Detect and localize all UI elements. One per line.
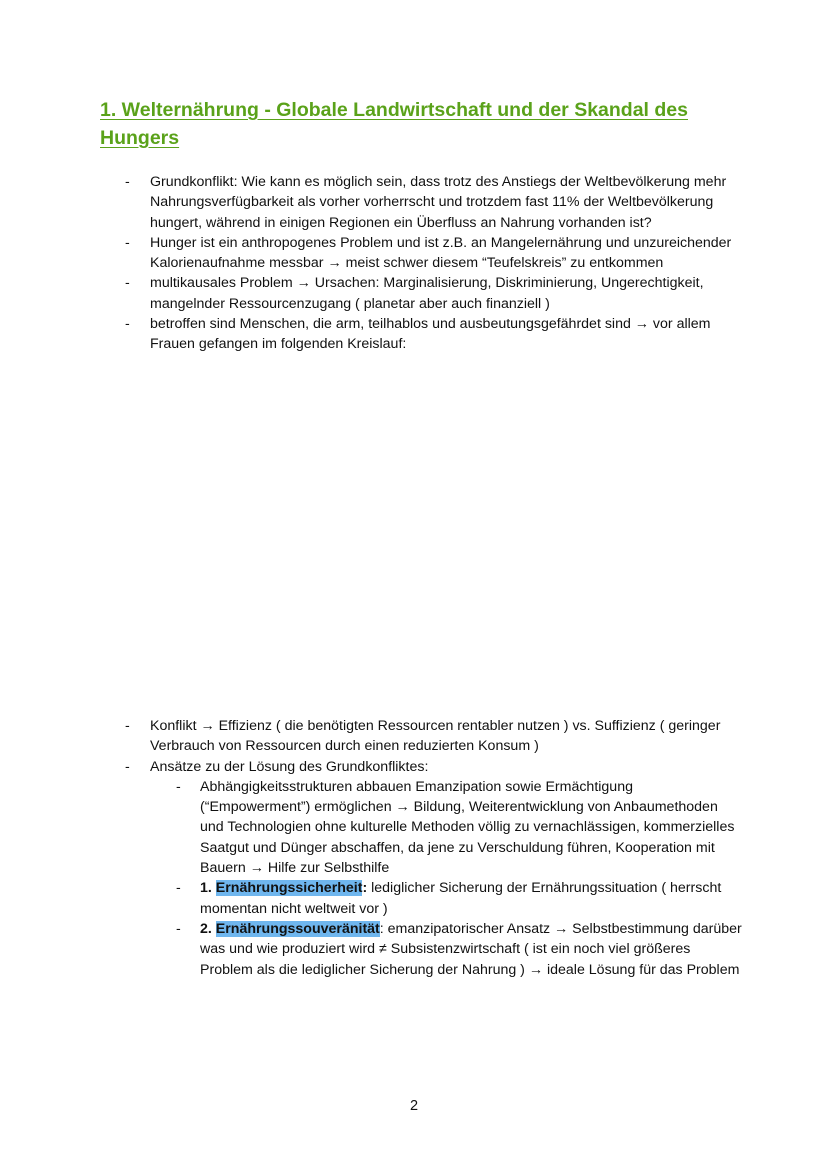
page-title: 1. Welternährung - Globale Landwirtschaft und der Skandal des Hungers xyxy=(100,99,688,149)
highlight-ernaehrungssouveraenitaet: Ernährungssouveränität xyxy=(215,920,380,937)
list-item: - multikausales Problem → Ursachen: Marginalisierung, Diskriminierung, Ungerechtigkeit, mangelnder Ressourcenzugang ( planetar aber auch finanziell ) xyxy=(122,273,742,314)
item-number: 2. xyxy=(200,920,212,937)
page-number: 2 xyxy=(409,1098,419,1114)
colon: : xyxy=(362,880,368,897)
ansaetze-label: Ansätze zu der Lösung des Grundkonfliktes: xyxy=(150,758,429,775)
highlight-ernaehrungssicherheit: Ernährungssicherheit xyxy=(215,880,363,897)
bullet-list-causes xyxy=(122,172,742,355)
sub-item-dependency: - Abhängigkeitsstrukturen abbauen Emanzipation sowie Ermächtigung (“Empowerment”) ermöglichen → Bildung, Weiterentwicklung von Anbaumethoden und Technologien ohne kulturelle Methoden völlig zu vernachlässigen, kommerzielles Saatgut und Dünger abschaffen, da jene zu Verschuldung führen, Kooperation mit Bauern → Hilfe zur Selbsthilfe xyxy=(172,777,742,878)
item-number: 1. xyxy=(200,880,212,897)
sub-item-ernaehrungssicherheit xyxy=(172,878,742,919)
list-item: - Grundkonflikt: Wie kann es möglich sein, dass trotz des Anstiegs der Weltbevölkerung mehr Nahrungsverfügbarkeit als vorher vorherrscht und trotzdem fast 11% der Weltbevölkerung hungert, während in einigen Regionen ein Überfluss an Nahrung vorhanden ist? xyxy=(122,172,742,233)
definition-text: lediglicher Sicherung der Ernährungssituation ( herrscht momentan nicht weltweit vor ) xyxy=(200,880,722,917)
list-item-konflikt: - Konflikt → Effizienz ( die benötigten Ressourcen rentabler nutzen ) vs. Suffizienz ( geringer Verbrauch von Ressourcen durch einen reduzierten Konsum ) xyxy=(122,716,742,757)
definition-text: : emanzipatorischer Ansatz → Selbstbestimmung darüber was und wie produziert wird ≠ Subsistenzwirtschaft ( ist ein noch viel größeres Problem als die lediglicher Sicherung der Nahrung ) → ideale Lösung für das Problem xyxy=(200,920,742,978)
sub-item-ernaehrungssouveraenitaet xyxy=(172,919,742,980)
blank-figure-area xyxy=(122,400,742,700)
sub-list xyxy=(172,777,742,980)
list-item-ansaetze xyxy=(122,757,742,980)
bullet-list-solutions xyxy=(122,716,742,980)
list-item: - betroffen sind Menschen, die arm, teilhablos und ausbeutungsgefährdet sind → vor allem Frauen gefangen im folgenden Kreislauf: xyxy=(122,314,742,355)
list-item: - Hunger ist ein anthropogenes Problem und ist z.B. an Mangelernährung und unzureichender Kalorienaufnahme messbar → meist schwer diesem “Teufelskreis” zu entkommen xyxy=(122,233,742,274)
